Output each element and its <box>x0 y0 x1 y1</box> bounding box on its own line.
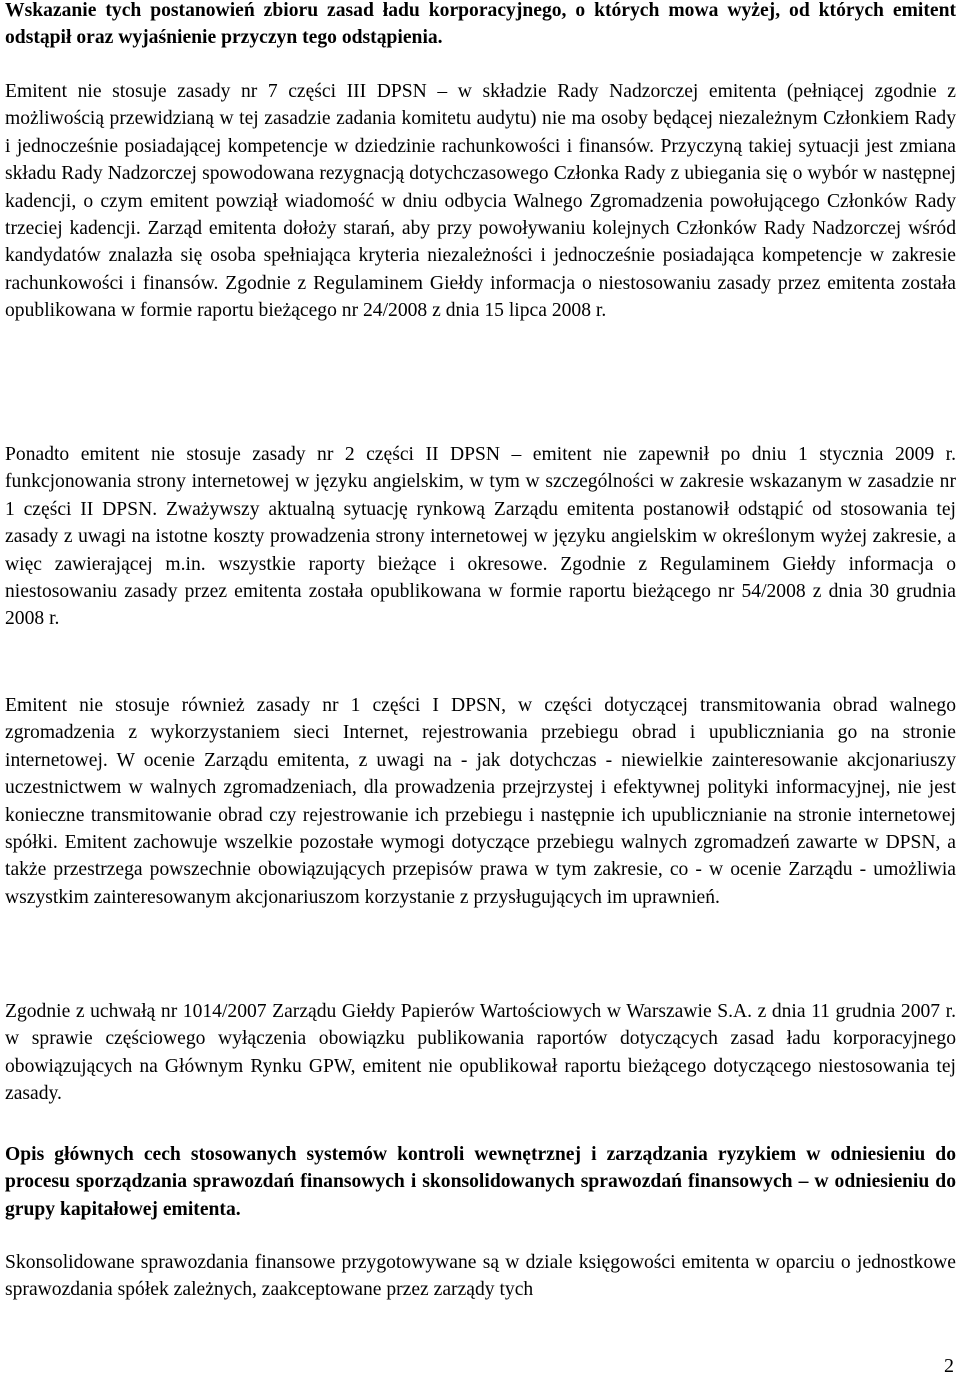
paragraph-dpsn-part-i-rule-1: Emitent nie stosuje również zasady nr 1 części I DPSN, w części dotyczącej transmitowania obrad walnego zgromadzenia z wykorzystaniem sieci Internet, rejestrowania przebiegu obrad i upubliczniania go na stronie internetowej. W ocenie Zarządu emitenta, z uwagi na - jak dotychczas - niewielkie zainteresowanie akcjonariuszy uczestnictwem w walnych zgromadzeniach, dla prowadzenia przejrzystej i efektywnej polityki informacyjnej, nie jest konieczne transmitowanie obrad czy rejestrowanie ich przebiegu i następnie ich upublicznianie na stronie internetowej spółki. Emitent zachowuje wszelkie pozostałe wymogi dotyczące przebiegu walnych zgromadzeń zawarte w DPSN, a także przestrzega powszechnie obowiązujących przepisów prawa w tym zakresie, co - w ocenie Zarządu - umożliwia wszystkim zainteresowanym akcjonariuszom korzystanie z przysługujących im uprawnień. <box>5 695 956 908</box>
page-number: 2 <box>944 1355 954 1377</box>
paragraph-consolidated-statements: Skonsolidowane sprawozdania finansowe przygotowywane są w dziale księgowości emitenta w oparciu o jednostkowe sprawozdania spółek zależnych, zaakceptowane przez zarządy tych <box>5 1252 956 1301</box>
top-heading: Wskazanie tych postanowień zbioru zasad ładu korporacyjnego, o których mowa wyżej, od których emitent odstąpił oraz wyjaśnienie przyczyn tego odstąpienia. <box>5 0 956 49</box>
section-heading: Opis głównych cech stosowanych systemów kontroli wewnętrznej i zarządzania ryzykiem w odniesieniu do procesu sporządzania sprawozdań finansowych i skonsolidowanych sprawozdań finansowych – w odniesieniu do grupy kapitałowej emitenta. <box>5 1144 956 1220</box>
paragraph-dpsn-part-iii-rule-7: Emitent nie stosuje zasady nr 7 części III DPSN – w składzie Rady Nadzorczej emitenta (pełniącej zgodnie z możliwością przewidzianą w tej zasadzie zadania komitetu audytu) nie ma osoby będącej niezależnym Członkiem Rady i jednocześnie posiadającej kompetencje w dziedzinie rachunkowości i finansów. Przyczyną takiej sytuacji jest zmiana składu Rady Nadzorczej spowodowana rezygnacją dotychczasowego Członka Rady z ubiegania się o wybór w następnej kadencji, o czym emitent powziął wiadomość w dniu odbycia Walnego Zgromadzenia powołującego Członków Rady trzeciej kadencji. Zarząd emitenta dołoży starań, aby przy powoływaniu kolejnych Członków Rady Nadzorczej wśród kandydatów znalazła się osoba spełniająca kryteria niezależności i jednocześnie posiadająca kompetencje w zakresie rachunkowości i finansów. Zgodnie z Regulaminem Giełdy informacja o niestosowaniu zasady przez emitenta została opublikowana w formie raportu bieżącego nr 24/2008 z dnia 15 lipca 2008 r. <box>5 81 956 322</box>
paragraph-dpsn-part-ii-rule-2: Ponadto emitent nie stosuje zasady nr 2 części II DPSN – emitent nie zapewnił po dniu 1 stycznia 2009 r. funkcjonowania strony internetowej w języku angielskim, w tym w szczególności w zakresie wskazanym w zasadzie nr 1 części II DPSN. Zważywszy aktualną sytuację rynkową Zarządu emitenta postanowił odstąpić od stosowania tej zasady z uwagi na istotne koszty prowadzenia strony internetowej w języku angielskim w określonym wyżej zakresie, a więc zawierającej m.in. wszystkie raporty bieżące i okresowe. Zgodnie z Regulaminem Giełdy informacja o niestosowaniu zasady przez emitenta została opublikowana w formie raportu bieżącego nr 54/2008 z dnia 30 grudnia 2008 r. <box>5 444 956 630</box>
paragraph-gpw-resolution: Zgodnie z uchwałą nr 1014/2007 Zarządu Giełdy Papierów Wartościowych w Warszawie S.A. z dnia 11 grudnia 2007 r. w sprawie częściowego wyłączenia obowiązku publikowania raportów dotyczących zasad ładu korporacyjnego obowiązujących na Głównym Rynku GPW, emitent nie opublikował raportu bieżącego dotyczącego niestosowania tej zasady. <box>5 1001 956 1105</box>
